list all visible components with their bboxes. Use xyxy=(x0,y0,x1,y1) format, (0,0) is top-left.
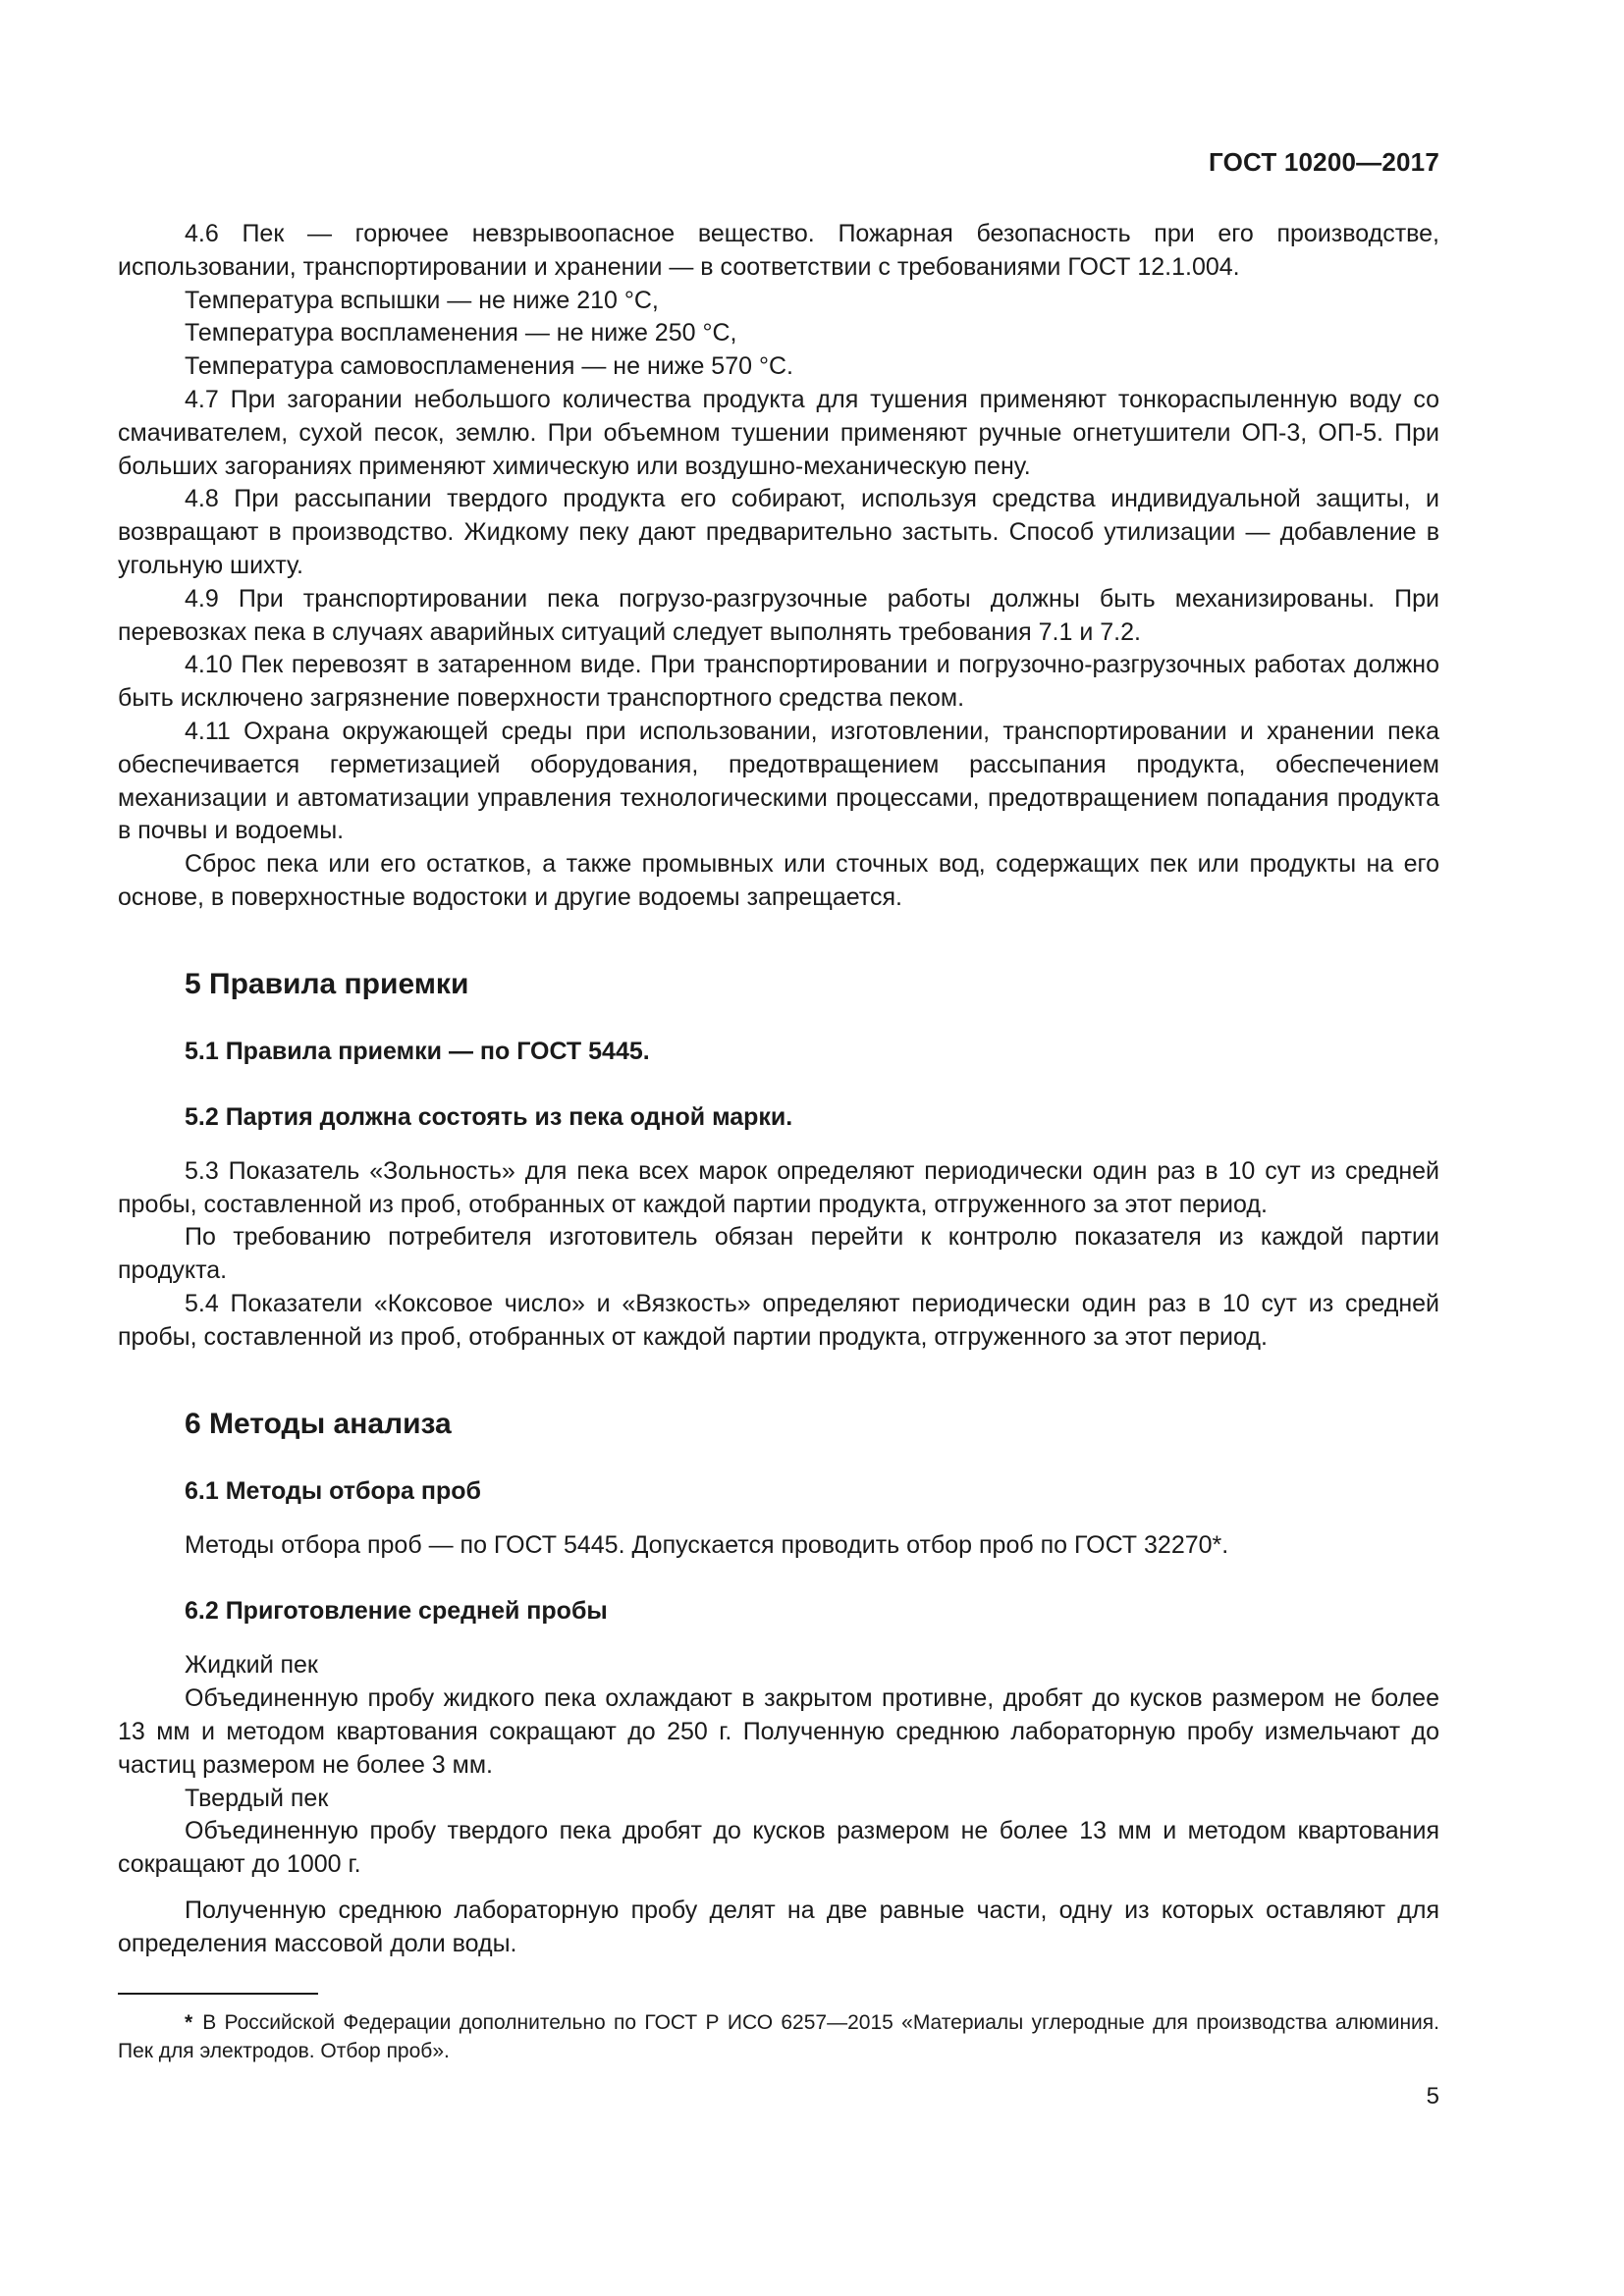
footnote-separator xyxy=(118,1993,318,1995)
section-6-heading: 6 Методы анализа xyxy=(185,1407,452,1440)
paragraph-discharge: Сброс пека или его остатков, а также промывных или сточных вод, содержащих пек или продукты на его основе, в поверхностные водостоки и другие водоемы запрещается. xyxy=(118,850,1439,911)
page-body xyxy=(118,218,1439,1960)
solid-pitch-text: Объединенную пробу твердого пека дробят до кусков размером не более 13 мм и методом квартования сокращают до 1000 г. xyxy=(118,1817,1439,1879)
footnote-mark: * xyxy=(185,2011,193,2034)
clause-5-2: 5.2 Партия должна состоять из пека одной марки. xyxy=(185,1102,793,1131)
paragraph-consumer-request: По требованию потребителя изготовитель обязан перейти к контролю показателя из каждой партии продукта. xyxy=(118,1223,1439,1285)
paragraph-4-10: 4.10 Пек перевозят в затаренном виде. При транспортировании и погрузочно-разгрузочных работах должно быть исключено загрязнение поверхности транспортного средства пеком. xyxy=(118,651,1439,713)
clause-6-2-heading: 6.2 Приготовление средней пробы xyxy=(185,1597,608,1626)
paragraph-4-11: 4.11 Охрана окружающей среды при использовании, изготовлении, транспортировании и хранении пека обеспечивается герметизацией оборудования, предотвращением рассыпания продукта, обеспечением механизации и автоматизации управления технологическими процессами, предотвращением попадания продукта в почвы и водоемы. xyxy=(118,717,1439,845)
liquid-pitch-text: Объединенную пробу жидкого пека охлаждают в закрытом противне, дробят до кусков размером не более 13 мм и методом квартования сокращают до 250 г. Полученную среднюю лабораторную пробу измельчают до частиц размером не более 3 мм. xyxy=(118,1684,1439,1779)
solid-pitch-label: Твердый пек xyxy=(185,1784,329,1812)
autoignition-point-line: Температура самовоспламенения — не ниже 570 °С. xyxy=(185,352,793,381)
footnote xyxy=(118,2008,1439,2065)
clause-5-1: 5.1 Правила приемки — по ГОСТ 5445. xyxy=(185,1037,650,1065)
flash-point-line: Температура вспышки — не ниже 210 °С, xyxy=(185,286,659,314)
sample-split-text: Полученную среднюю лабораторную пробу делят на две равные части, одну из которых оставляют для определения массовой доли воды. xyxy=(118,1896,1439,1957)
page-number: 5 xyxy=(1426,2083,1439,2109)
paragraph-5-4: 5.4 Показатели «Коксовое число» и «Вязкость» определяют периодически один раз в 10 сут из средней пробы, составленной из проб, отобранных от каждой партии продукта, отгруженного за этот период. xyxy=(118,1289,1439,1351)
paragraph-6-1: Методы отбора проб — по ГОСТ 5445. Допускается проводить отбор проб по ГОСТ 32270*. xyxy=(185,1530,1229,1559)
paragraph-4-6: 4.6 Пек — горючее невзрывоопасное вещество. Пожарная безопасность при его производстве, использовании, транспортировании и хранении — в соответствии с требованиями ГОСТ 12.1.004. xyxy=(118,220,1439,281)
section-5-heading: 5 Правила приемки xyxy=(185,967,469,1000)
footnote-text: В Российской Федерации дополнительно по ГОСТ Р ИСО 6257—2015 «Материалы углеродные для производства алюминия. Пек для электродов. Отбор проб». xyxy=(118,2011,1439,2062)
paragraph-4-7: 4.7 При загорании небольшого количества продукта для тушения применяют тонкораспыленную воду со смачивателем, сухой песок, землю. При объемном тушении применяют ручные огнетушители ОП-3, ОП-5. При больших загораниях применяют химическую или воздушно-механическую пену. xyxy=(118,385,1439,480)
liquid-pitch-label: Жидкий пек xyxy=(185,1651,318,1680)
ignition-point-line: Температура воспламенения — не ниже 250 °С, xyxy=(185,319,737,347)
paragraph-4-8: 4.8 При рассыпании твердого продукта его собирают, используя средства индивидуальной защиты, и возвращают в производство. Жидкому пеку дают предварительно застыть. Способ утилизации — добавление в угольную шихту. xyxy=(118,485,1439,579)
clause-6-1-heading: 6.1 Методы отбора проб xyxy=(185,1476,481,1505)
paragraph-5-3: 5.3 Показатель «Зольность» для пека всех марок определяют периодически один раз в 10 сут из средней пробы, составленной из проб, отобранных от каждой партии продукта, отгруженного за этот период. xyxy=(118,1156,1439,1218)
document-page xyxy=(118,0,1439,2296)
standard-number-header: ГОСТ 10200—2017 xyxy=(1209,147,1439,177)
paragraph-4-9: 4.9 При транспортировании пека погрузо-разгрузочные работы должны быть механизированы. При перевозках пека в случаях аварийных ситуаций следует выполнять требования 7.1 и 7.2. xyxy=(118,584,1439,646)
